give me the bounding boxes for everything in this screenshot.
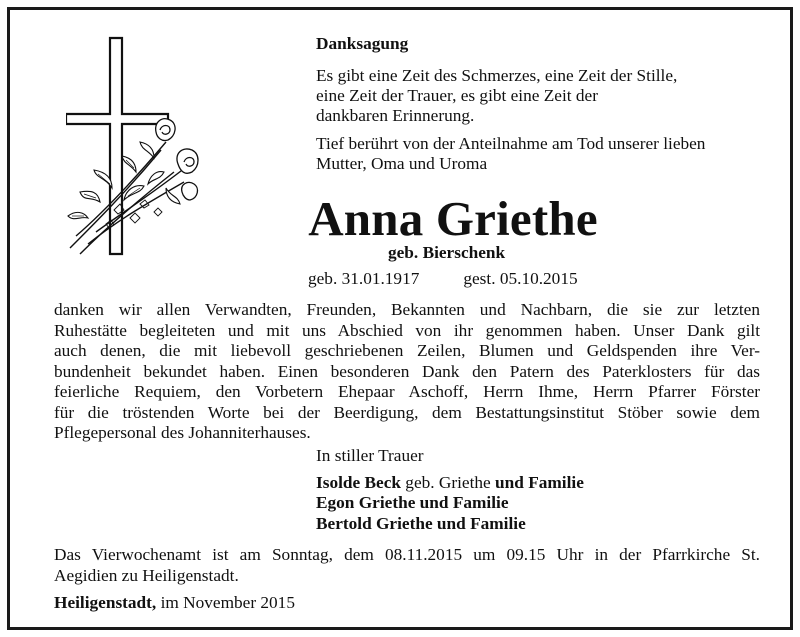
obituary-notice	[7, 7, 793, 630]
family-née: geb. Griethe	[400, 472, 496, 492]
family-list	[316, 473, 756, 535]
intro-line: Mutter, Oma und Uroma	[316, 154, 488, 173]
body-line: bundenheit bekundet haben. Einen besonderen Dank den Patern des Paterklosters für das	[54, 361, 760, 381]
maiden-name: geb. Bierschenk	[388, 243, 506, 262]
family-entry	[316, 473, 756, 494]
signers-block	[316, 446, 756, 534]
requiem-announcement	[54, 545, 760, 586]
family-name: Isolde Beck	[316, 472, 401, 492]
requiem-line: Das Vierwochenamt ist am Sonntag, dem 08.11.2015 um 09.15 Uhr in der Pfarrkirche St.	[54, 545, 760, 564]
poem-line: Es gibt eine Zeit des Schmerzes, eine Zeit der Stille,	[316, 66, 678, 85]
header-text-block	[316, 34, 786, 174]
death-date: gest. 05.10.2015	[463, 269, 578, 288]
family-name: Egon Griethe und Familie	[316, 493, 509, 512]
requiem-line: Aegidien zu Heiligenstadt.	[54, 565, 239, 585]
deceased-name: Anna Griethe	[308, 191, 598, 246]
poem-line: eine Zeit der Trauer, es gibt eine Zeit der	[316, 86, 598, 105]
body-line: auch denen, die mit liebevoll geschriebenen Zeilen, Blumen und Geldspenden ihre Ver-	[54, 341, 760, 360]
body-line: feierliche Requiem, den Vorbetern Ehepaar Aschoff, Herrn Ihme, Herrn Pfarrer Förster	[54, 382, 760, 401]
notice-heading: Danksagung	[316, 34, 409, 53]
body-line: Pflegepersonal des Johanniterhauses.	[54, 423, 311, 442]
body-line: Ruhestätte begleiteten und mit uns Abschied von ihr genommen haben. Unser Dank gilt	[54, 320, 760, 340]
family-suffix: und Familie	[495, 472, 584, 492]
thanks-paragraph	[54, 300, 760, 444]
poem-verse	[316, 66, 786, 126]
intro-line: Tief berührt von der Anteilnahme am Tod unserer lieben	[316, 134, 706, 153]
place-date-line	[54, 593, 295, 614]
family-entry	[316, 493, 756, 514]
family-name: Bertold Griethe und Familie	[316, 513, 526, 533]
family-entry	[316, 514, 756, 535]
place-date: im November 2015	[156, 593, 295, 612]
body-line: danken wir allen Verwandten, Freunden, Bekannten und Nachbarn, die sie zur letzten	[54, 300, 760, 319]
intro-paragraph	[316, 134, 786, 174]
place-name: Heiligenstadt,	[54, 593, 157, 612]
body-line: für die tröstenden Worte bei der Beerdigung, dem Bestattungsinstitut Stöber sowie dem	[54, 402, 760, 422]
poem-line: dankbaren Erinnerung.	[316, 106, 475, 125]
life-dates	[308, 269, 578, 289]
birth-date: geb. 31.01.1917	[308, 269, 420, 288]
mourning-line: In stiller Trauer	[316, 446, 424, 465]
